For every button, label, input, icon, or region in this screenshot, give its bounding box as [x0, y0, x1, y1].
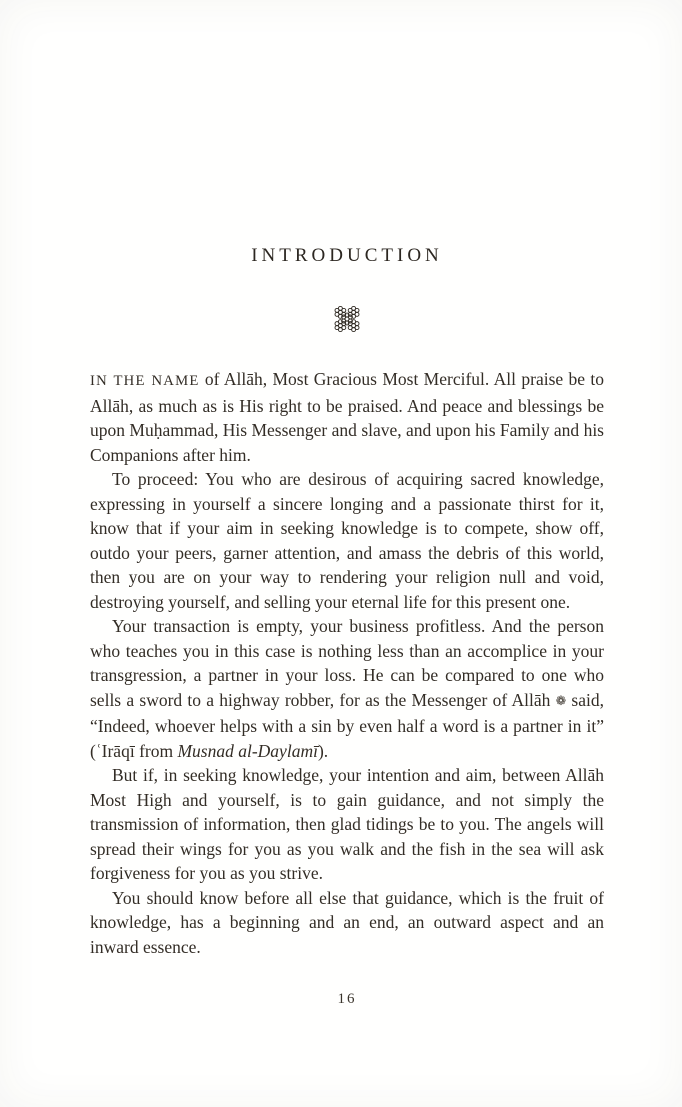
chapter-title: INTRODUCTION — [251, 245, 443, 266]
paragraph-3-closing: ). — [317, 740, 329, 761]
paragraph-4 — [90, 763, 604, 886]
text-column — [90, 0, 604, 959]
page-number: 16 — [337, 991, 357, 1007]
sallallahu-alayhi-wa-sallam-icon: ❁ — [555, 692, 567, 708]
paragraph-3-text-after: said, “Indeed, whoever helps with a sin by even half a word is a partner in it” (ʿIrāqī from — [90, 689, 604, 761]
paragraph-4-text: But if, in seeking knowledge, your intention and aim, between Allāh Most High and yourself, is to gain guidance, and not simply the transmission of information, then glad tidings be to you. The angels will spread their wings for you as you walk and the fish in the sea will ask forgiveness for you as you strive. — [90, 765, 604, 883]
paragraph-3 — [90, 614, 604, 763]
page-footer — [90, 990, 604, 1008]
paragraph-1 — [90, 367, 604, 467]
paragraph-3-text-before: Your transaction is empty, your business profitless. And the person who teaches you in this case is nothing less than an accomplice in your transgression, a partner in your loss. He can be compared to one who sells a sword to a highway robber, for as the Messenger of Allāh — [90, 616, 604, 710]
paragraph-1-text: of Allāh, Most Gracious Most Merciful. All praise be to Allāh, as much as is His right to be praised. And peace and blessings be upon Muḥammad, His Messenger and slave, and upon his Family and his Companions after him. — [90, 369, 604, 465]
paragraph-2 — [90, 467, 604, 614]
paragraph-5 — [90, 886, 604, 960]
opening-smallcaps: IN THE NAME — [90, 373, 200, 389]
body-text — [90, 367, 604, 959]
paragraph-2-text: To proceed: You who are desirous of acquiring sacred knowledge, expressing in yourself a sincere longing and a passionate thirst for it, know that if your aim in seeking knowledge is to compete, show off, outdo your peers, garner attention, and amass the debris of this world, then you are on your way to rendering your religion null and void, destroying yourself, and selling your eternal life for this present one. — [90, 469, 604, 612]
cited-work-title: Musnad al-Daylamī — [177, 740, 318, 761]
paragraph-5-text: You should know before all else that guidance, which is the fruit of knowledge, has a beginning and an end, an outward aspect and an inward essence. — [90, 887, 604, 957]
floral-ornament-icon — [90, 302, 604, 336]
